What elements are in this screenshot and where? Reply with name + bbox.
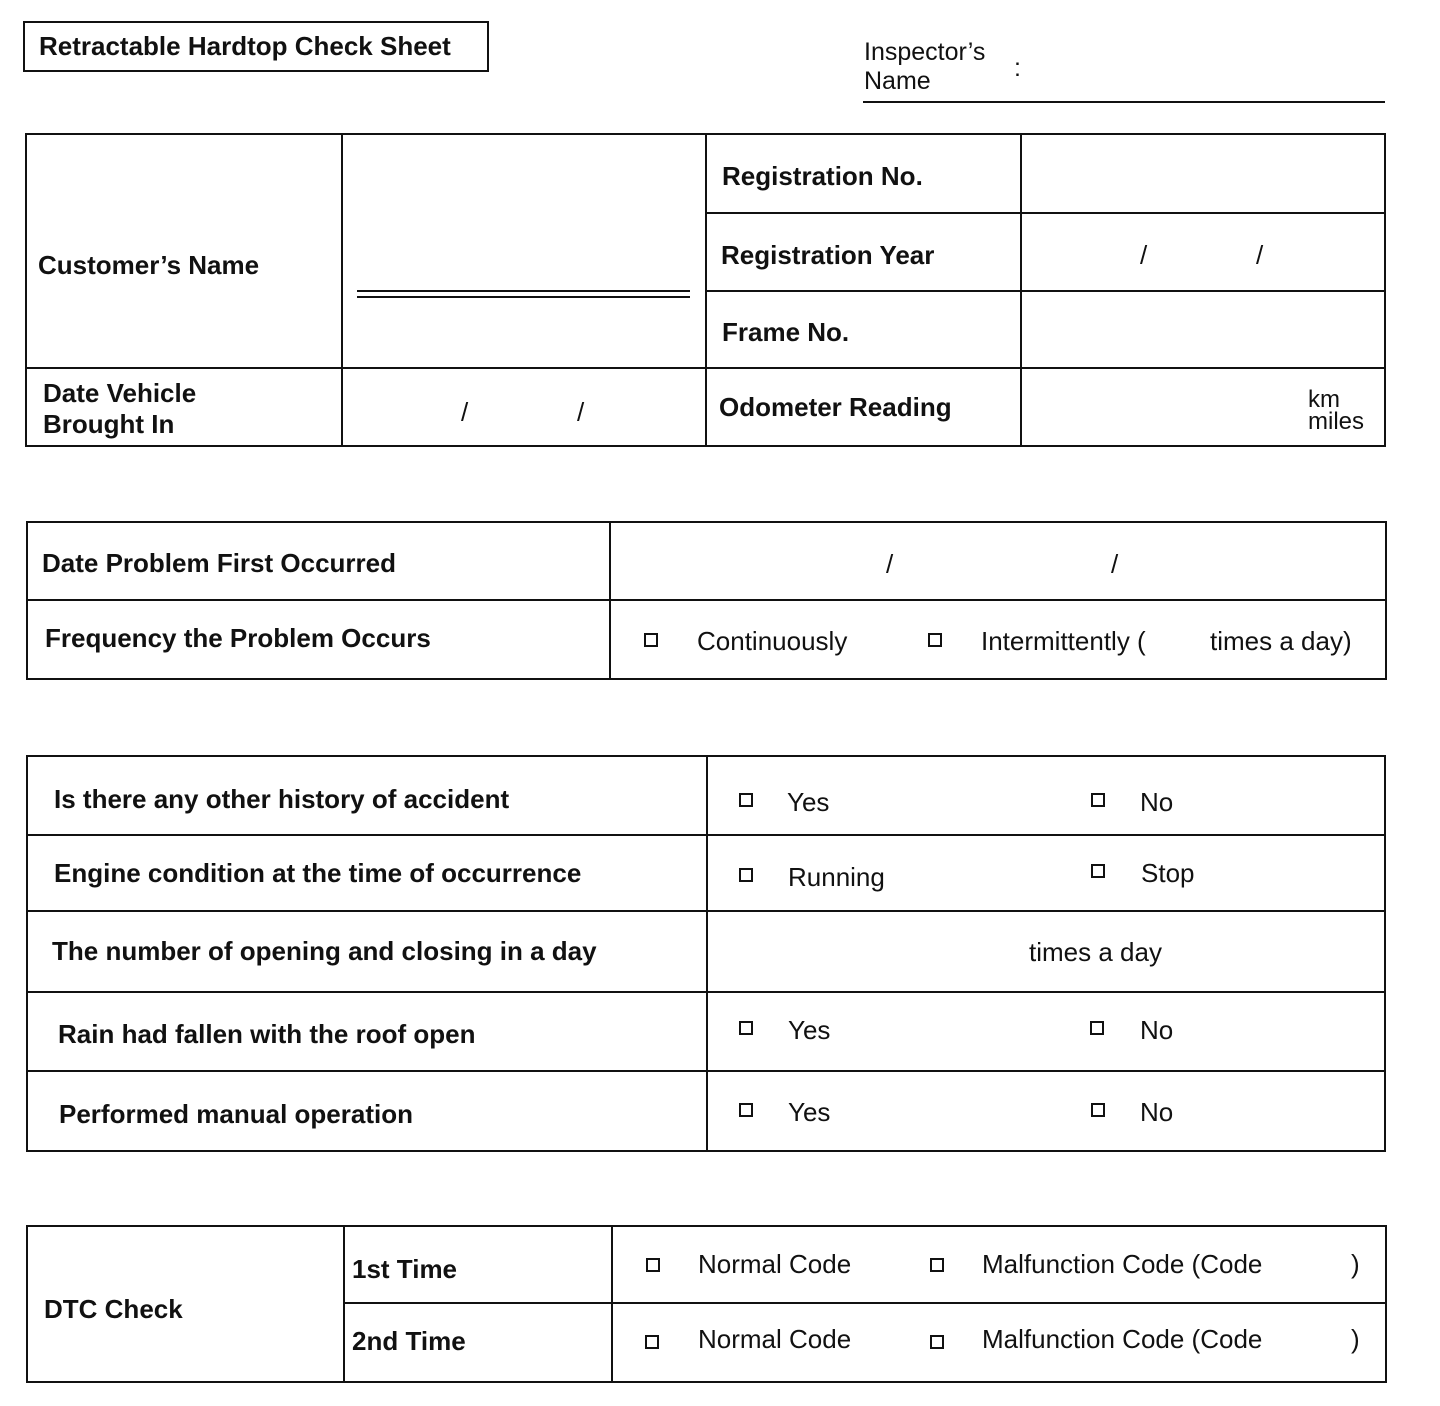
date-first-occurred-field[interactable] bbox=[613, 525, 1383, 597]
dtc-second-close-paren: ) bbox=[1351, 1324, 1360, 1354]
date-separator: / bbox=[1256, 240, 1264, 270]
registration-no-label: Registration No. bbox=[722, 161, 923, 191]
sheet-title: Retractable Hardtop Check Sheet bbox=[23, 21, 489, 72]
engine-stop-checkbox[interactable] bbox=[1091, 864, 1105, 878]
customer-name-field[interactable] bbox=[357, 290, 690, 298]
dtc-second-normal-checkbox[interactable] bbox=[645, 1335, 659, 1349]
date-separator: / bbox=[886, 549, 894, 579]
date-separator: / bbox=[1140, 240, 1148, 270]
dtc-second-malfunction-label: Malfunction Code (Code bbox=[982, 1324, 1263, 1354]
dtc-first-time-label: 1st Time bbox=[352, 1254, 458, 1284]
manual-no-label: No bbox=[1140, 1097, 1174, 1127]
date-separator: / bbox=[577, 397, 585, 427]
rain-no-checkbox[interactable] bbox=[1090, 1021, 1104, 1035]
date-separator: / bbox=[461, 397, 469, 427]
dtc-second-time-label: 2nd Time bbox=[352, 1326, 466, 1356]
frame-no-field[interactable] bbox=[1024, 294, 1382, 365]
engine-stop-label: Stop bbox=[1141, 858, 1195, 888]
manual-operation-label: Performed manual operation bbox=[59, 1099, 413, 1129]
manual-yes-label: Yes bbox=[788, 1097, 831, 1127]
dtc-second-code-field[interactable] bbox=[1288, 1321, 1346, 1357]
manual-yes-checkbox[interactable] bbox=[739, 1103, 753, 1117]
dtc-first-malfunction-label: Malfunction Code (Code bbox=[982, 1249, 1263, 1279]
engine-running-checkbox[interactable] bbox=[739, 868, 753, 882]
frame-no-label: Frame No. bbox=[722, 317, 850, 347]
times-a-day-unit: times a day bbox=[1029, 937, 1162, 967]
intermittent-times-field[interactable] bbox=[1160, 622, 1204, 658]
accident-history-label: Is there any other history of accident bbox=[54, 784, 510, 814]
accident-no-label: No bbox=[1140, 787, 1174, 817]
dtc-first-close-paren: ) bbox=[1351, 1249, 1360, 1279]
open-close-count-label: The number of opening and closing in a day bbox=[52, 936, 597, 966]
rain-yes-label: Yes bbox=[788, 1015, 831, 1045]
registration-no-field[interactable] bbox=[1024, 137, 1382, 210]
registration-year-field[interactable] bbox=[1024, 216, 1382, 288]
rain-no-label: No bbox=[1140, 1015, 1174, 1045]
continuously-label: Continuously bbox=[697, 626, 848, 656]
inspector-colon: : bbox=[1014, 54, 1021, 82]
dtc-check-label: DTC Check bbox=[44, 1294, 183, 1324]
engine-condition-label: Engine condition at the time of occurrence bbox=[54, 858, 582, 888]
dtc-first-normal-label: Normal Code bbox=[698, 1249, 852, 1279]
date-brought-in-label: Date Vehicle Brought In bbox=[43, 378, 197, 439]
date-first-occurred-label: Date Problem First Occurred bbox=[42, 548, 396, 578]
intermittently-checkbox[interactable] bbox=[928, 633, 942, 647]
date-separator: / bbox=[1111, 549, 1119, 579]
inspector-name-field[interactable] bbox=[863, 101, 1385, 103]
dtc-first-malfunction-checkbox[interactable] bbox=[930, 1258, 944, 1272]
accident-no-checkbox[interactable] bbox=[1091, 793, 1105, 807]
intermittently-label: Intermittently ( bbox=[981, 626, 1146, 656]
date-brought-in-field[interactable] bbox=[345, 371, 703, 445]
customer-name-label: Customer’s Name bbox=[38, 250, 260, 280]
rain-roof-open-label: Rain had fallen with the roof open bbox=[58, 1019, 476, 1049]
dtc-first-normal-checkbox[interactable] bbox=[646, 1258, 660, 1272]
manual-no-checkbox[interactable] bbox=[1091, 1103, 1105, 1117]
engine-running-label: Running bbox=[788, 862, 885, 892]
rain-yes-checkbox[interactable] bbox=[739, 1021, 753, 1035]
registration-year-label: Registration Year bbox=[721, 240, 935, 270]
accident-yes-checkbox[interactable] bbox=[739, 793, 753, 807]
odometer-units: km miles bbox=[1308, 386, 1365, 435]
frequency-label: Frequency the Problem Occurs bbox=[45, 623, 431, 653]
dtc-second-malfunction-checkbox[interactable] bbox=[930, 1335, 944, 1349]
times-a-day-label: times a day) bbox=[1210, 626, 1352, 656]
dtc-second-normal-label: Normal Code bbox=[698, 1324, 852, 1354]
open-close-count-field[interactable] bbox=[712, 914, 1017, 989]
inspector-name-label: Inspector’s Name bbox=[864, 38, 986, 95]
continuously-checkbox[interactable] bbox=[644, 633, 658, 647]
odometer-label: Odometer Reading bbox=[719, 392, 952, 422]
dtc-first-code-field[interactable] bbox=[1288, 1246, 1346, 1282]
accident-yes-label: Yes bbox=[787, 787, 830, 817]
